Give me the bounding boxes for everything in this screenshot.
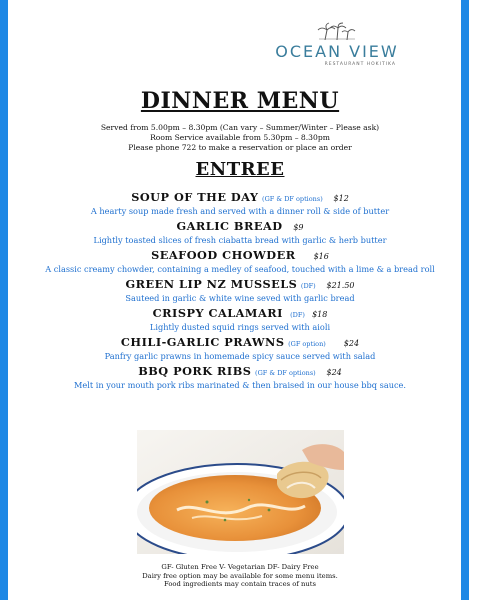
item-name: GARLIC BREAD xyxy=(176,219,283,233)
item-options: (DF) xyxy=(290,311,305,319)
item-description: Panfry garlic prawns in homemade spicy sauce served with salad xyxy=(104,351,376,361)
item-description: Melt in your mouth pork ribs marinated & then braised in our house bbq sauce. xyxy=(73,380,407,390)
logo-subtitle: RESTAURANT HOKITIKA xyxy=(324,62,396,67)
section-heading: ENTREE xyxy=(195,159,285,180)
dairy-note: Dairy free option may be available for some menu items. xyxy=(142,571,338,580)
item-options: (DF) xyxy=(300,282,316,290)
item-name: SOUP OF THE DAY xyxy=(131,190,259,204)
menu-item xyxy=(40,335,440,361)
soup-photo xyxy=(137,430,344,554)
dietary-footnote xyxy=(0,563,480,589)
item-price: $24 xyxy=(326,368,342,377)
item-options: (GF & DF options) xyxy=(262,195,323,203)
page-title: DINNER MENU xyxy=(140,88,340,114)
item-description: Sauteed in garlic & white wine seved with garlic bread xyxy=(125,293,355,303)
nut-warning: Food ingredients may contain traces of nuts xyxy=(163,580,317,588)
item-price: $21.50 xyxy=(326,281,355,290)
menu-item xyxy=(40,219,440,245)
item-name: CRISPY CALAMARI xyxy=(152,306,283,320)
menu-item xyxy=(40,190,440,216)
menu-item xyxy=(40,364,440,390)
menu-item xyxy=(40,277,440,303)
service-hours: Served from 5.00pm – 8.30pm (Can vary – Summer/Winter – Please ask) xyxy=(100,123,380,132)
item-price: $18 xyxy=(312,310,328,319)
menu-item xyxy=(40,248,440,274)
item-name: GREEN LIP NZ MUSSELS xyxy=(125,277,298,291)
restaurant-logo xyxy=(272,22,402,67)
item-name: BBQ PORK RIBS xyxy=(138,364,252,378)
service-info xyxy=(0,123,480,153)
item-price: $24 xyxy=(343,339,360,348)
item-price: $12 xyxy=(333,194,349,203)
item-price: $16 xyxy=(313,252,329,261)
room-service-hours: Room Service available from 5.30pm – 8.30pm xyxy=(150,133,330,142)
item-name: CHILI-GARLIC PRAWNS xyxy=(120,335,285,349)
item-options: (GF & DF options) xyxy=(255,369,316,377)
reservation-info: Please phone 722 to make a reservation or place an order xyxy=(128,143,352,152)
item-description: A classic creamy chowder, containing a medley of seafood, touched with a lime & a bread roll xyxy=(45,264,435,274)
item-description: Lightly dusted squid rings served with aioli xyxy=(149,322,331,332)
item-name: SEAFOOD CHOWDER xyxy=(151,248,296,262)
menu-item xyxy=(40,306,440,332)
item-price: $9 xyxy=(293,223,304,232)
item-options: (GF option) xyxy=(288,340,326,348)
item-description: A hearty soup made fresh and served with a dinner roll & side of butter xyxy=(90,206,390,216)
item-description: Lightly toasted slices of fresh ciabatta bread with garlic & herb butter xyxy=(93,235,387,245)
menu-items xyxy=(40,190,440,393)
dietary-legend: GF- Gluten Free V- Vegetarian DF- Dairy Free xyxy=(161,563,319,571)
palm-tree-icon xyxy=(317,22,357,40)
logo-name: OCEAN VIEW xyxy=(275,42,399,61)
